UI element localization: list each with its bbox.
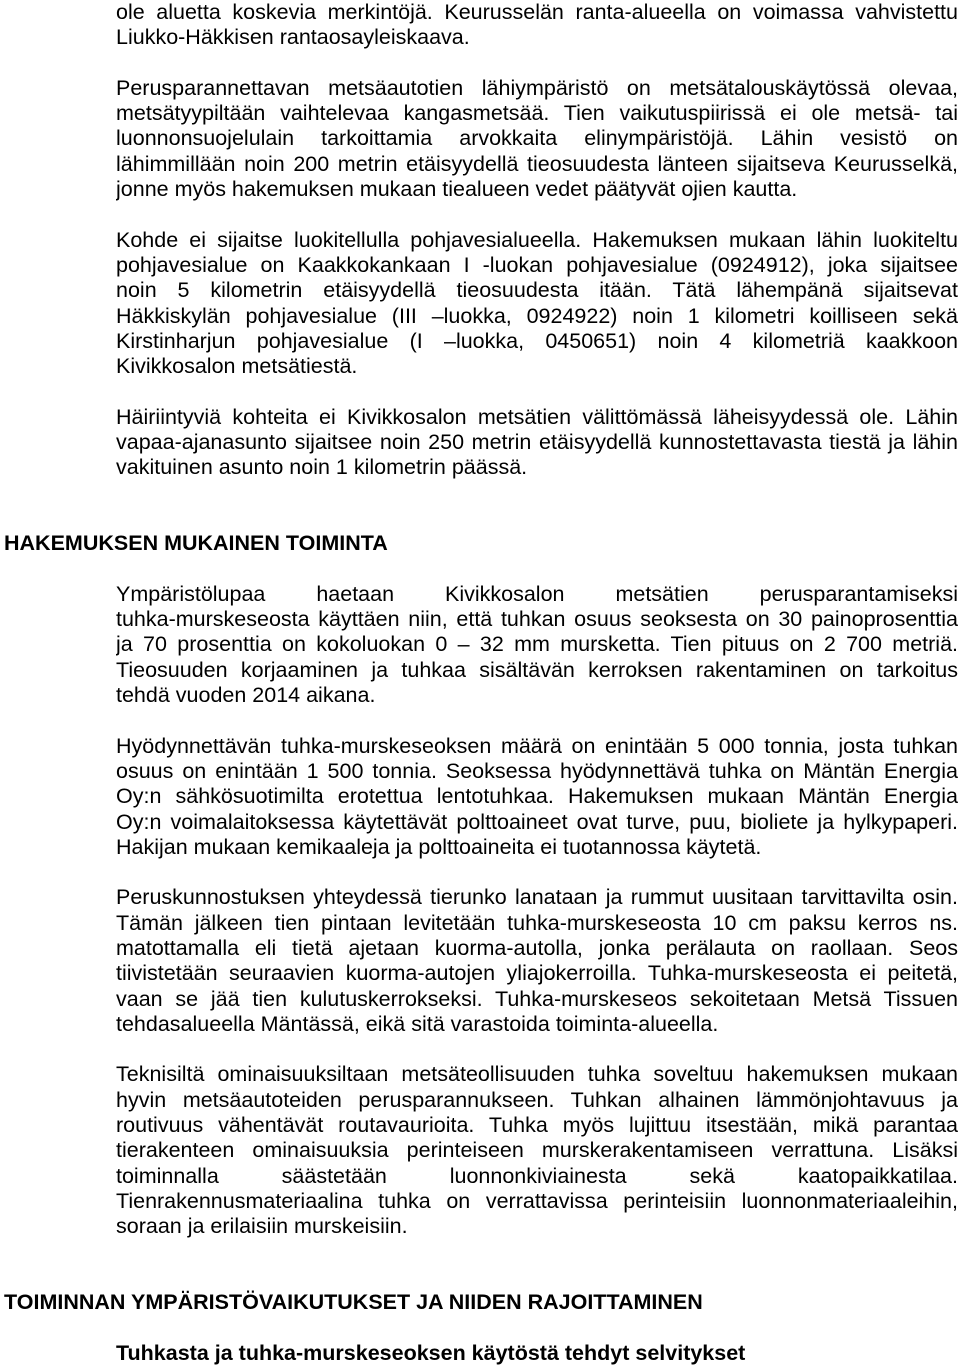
text-line: tierakenteen ominaisuuksia perinteiseen murskerakentamiseen verrattuna. Lisäksi <box>116 1138 958 1163</box>
text-line: Tämän jälkeen tien pintaan levitetään tuhka-murskeseosta 10 cm paksu kerros ns. <box>116 910 958 935</box>
text-line: vapaa-ajanasunto sijaitsee noin 250 metrin etäisyydellä kunnostettavasta tiestä ja lähin <box>116 430 958 455</box>
text-line: tehdä vuoden 2014 aikana. <box>116 683 376 708</box>
text-line: noin 5 kilometrin etäisyydellä tieosuudesta itään. Tätä lähempänä sijaitsevat <box>116 278 958 303</box>
paragraph <box>116 582 958 708</box>
paragraph <box>116 734 958 860</box>
text-line: Oy:n sähkösuotimilta erotettua lentotuhkaa. Hakemuksen mukaan Mäntän Energia <box>116 784 958 809</box>
paragraph <box>116 0 958 51</box>
text-line: Oy:n voimalaitoksessa käytettävät polttoaineet ovat turve, puu, bioliete ja hylkypaperi. <box>116 809 958 834</box>
text-line: jonne myös hakemuksen mukaan tiealueen vedet päätyvät ojien kautta. <box>116 177 798 202</box>
paragraph <box>116 885 958 1037</box>
text-line: tuhka-murskeseosta käyttäen niin, että tuhkan osuus seoksesta on 30 painoprosenttia <box>116 607 958 632</box>
text-line: Tieosuuden korjaaminen ja tuhkaa sisältävän kerroksen rakentaminen on tarkoitus <box>116 657 958 682</box>
text-line: toiminnalla säästetään luonnonkiviainesta sekä kaatopaikkatilaa. <box>116 1163 958 1188</box>
subsection-heading: Tuhkasta ja tuhka-murskeseoksen käytöstä tehdyt selvitykset <box>116 1340 746 1365</box>
text-line: Häkkiskylän pohjavesialue (III –luokka, 0924922) noin 1 kilometri koilliseen sekä <box>116 303 958 328</box>
text-line: tehdasalueella Mäntässä, eikä sitä varastoida toiminta-alueella. <box>116 1011 719 1036</box>
text-line: soraan ja erilaisiin murskeisiin. <box>116 1214 408 1239</box>
text-line: tiivistetään seuraavien kuorma-autojen yliajokerroilla. Tuhka-murskeseosta ei peitetä, <box>116 961 958 986</box>
text-line: Tienrakennusmateriaalina tuhka on verrattavissa perinteisiin luonnonmateriaaleihin, <box>116 1188 958 1213</box>
paragraph <box>116 1062 958 1239</box>
text-line: Kirstinharjun pohjavesialue (I –luokka, 0450651) noin 4 kilometriä kaakkoon <box>116 328 958 353</box>
text-line: Hakijan mukaan kemikaaleja ja polttoaineita ei tuotannossa käytetä. <box>116 834 762 859</box>
text-line: Liukko-Häkkisen rantaosayleiskaava. <box>116 25 470 50</box>
text-line: Ympäristölupaa haetaan Kivikkosalon metsätien perusparantamiseksi <box>116 581 958 606</box>
text-line: luonnonsuojelulain tarkoittamia arvokkaita elinympäristöjä. Lähin vesistö on <box>116 126 958 151</box>
text-line: Perusparannettavan metsäautotien lähiympäristö on metsätalouskäytössä olevaa, <box>116 75 958 100</box>
text-line: Kohde ei sijaitse luokitellulla pohjavesialueella. Hakemuksen mukaan lähin luokiteltu <box>116 227 958 252</box>
section-heading: TOIMINNAN YMPÄRISTÖVAIKUTUKSET JA NIIDEN RAJOITTAMINEN <box>4 1290 703 1315</box>
text-line: lähimmillään noin 200 metrin etäisyydellä tieosuudesta länteen sijaitseva Keurusselkä, <box>116 151 958 176</box>
text-line: osuus on enintään 1 500 tonnia. Seoksessa hyödynnettävä tuhka on Mäntän Energia <box>116 758 958 783</box>
text-line: Hyödynnettävän tuhka-murskeseoksen määrä on enintään 5 000 tonnia, josta tuhkan <box>116 733 958 758</box>
text-line: vakituinen asunto noin 1 kilometrin päässä. <box>116 455 528 480</box>
text-line: Peruskunnostuksen yhteydessä tierunko lanataan ja rummut uusitaan tarvittavilta osin. <box>116 885 958 910</box>
text-line: routivuus vähentävät routavaurioita. Tuhka myös lujittuu itsestään, mikä parantaa <box>116 1113 958 1138</box>
text-line: ole aluetta koskevia merkintöjä. Keurusselän ranta-alueella on voimassa vahvistettu <box>116 0 958 24</box>
text-line: hyvin metsäautoteiden perusparannukseen. Tuhkan alhainen lämmönjohtavuus ja <box>116 1087 958 1112</box>
paragraph <box>116 228 958 380</box>
text-line: pohjavesialue on Kaakkokankaan I -luokan pohjavesialue (0924912), joka sijaitsee <box>116 252 958 277</box>
paragraph <box>116 76 958 202</box>
text-line: ja 70 prosenttia on kokoluokan 0 – 32 mm mursketta. Tien pituus on 2 700 metriä. <box>116 632 958 657</box>
text-line: metsätyypiltään vaihtelevaa kangasmetsää. Tien vaikutuspiirissä ei ole metsä- tai <box>116 101 958 126</box>
text-line: Kivikkosalon metsätiestä. <box>116 354 358 379</box>
text-line: Teknisiltä ominaisuuksiltaan metsäteollisuuden tuhka soveltuu hakemuksen mukaan <box>116 1062 958 1087</box>
text-line: Häiriintyviä kohteita ei Kivikkosalon metsätien välittömässä läheisyydessä ole. Lähin <box>116 404 958 429</box>
text-line: vaan se jää tien kulutuskerrokseksi. Tuhka-murskeseos sekoitetaan Metsä Tissuen <box>116 986 958 1011</box>
section-heading: HAKEMUKSEN MUKAINEN TOIMINTA <box>4 531 388 556</box>
text-line: matottamalla eli tietä ajetaan kuorma-autolla, jonka perälauta on raollaan. Seos <box>116 935 958 960</box>
paragraph <box>116 405 958 481</box>
